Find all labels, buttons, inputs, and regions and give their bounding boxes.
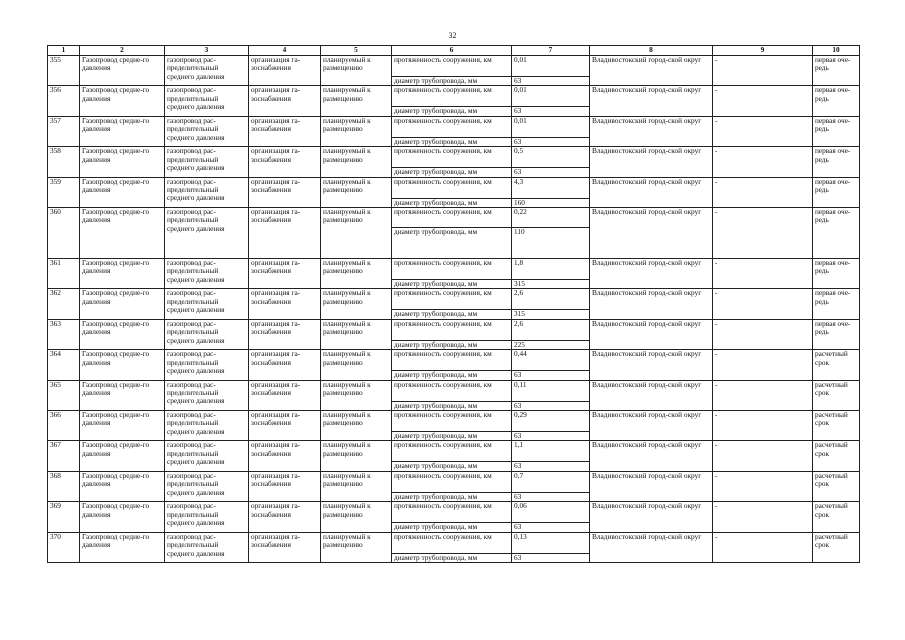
parameter-length-value: 2,6 <box>512 319 590 340</box>
parameter-length-label: протяженность сооружения, км <box>392 471 512 492</box>
object-purpose: организация га-зоснабжения <box>249 147 321 177</box>
object-name: Газопровод средне-го давления <box>80 350 165 380</box>
object-type: газопровод рас-пределительный среднего давления <box>165 289 249 319</box>
parameter-length-value: 0,7 <box>512 471 590 492</box>
object-location: Владивостокский город-ской округ <box>590 56 713 86</box>
object-name: Газопровод средне-го давления <box>80 259 165 289</box>
table-row <box>48 86 860 107</box>
parameter-length-value: 1,8 <box>512 259 590 280</box>
parameter-diameter-value: 63 <box>512 107 590 116</box>
object-status: планируемый к размещению <box>321 350 392 380</box>
object-location: Владивостокский город-ской округ <box>590 380 713 410</box>
header-cell: 3 <box>165 46 249 56</box>
header-cell: 6 <box>392 46 512 56</box>
table-row <box>48 532 860 553</box>
object-type: газопровод рас-пределительный среднего давления <box>165 532 249 562</box>
object-purpose: организация га-зоснабжения <box>249 532 321 562</box>
object-location: Владивостокский город-ской округ <box>590 177 713 207</box>
parameter-diameter-label: диаметр трубопровода, мм <box>392 523 512 532</box>
object-name: Газопровод средне-го давления <box>80 289 165 319</box>
implementation-stage: первая оче-редь <box>813 319 860 349</box>
parameter-diameter-value: 225 <box>512 340 590 349</box>
object-name: Газопровод средне-го давления <box>80 177 165 207</box>
parameter-diameter-label: диаметр трубопровода, мм <box>392 340 512 349</box>
object-status: планируемый к размещению <box>321 532 392 562</box>
parameter-diameter-value: 63 <box>512 492 590 501</box>
parameter-diameter-value: 63 <box>512 371 590 380</box>
parameter-diameter-value: 63 <box>512 523 590 532</box>
table-row <box>48 147 860 168</box>
object-status: планируемый к размещению <box>321 208 392 259</box>
object-name: Газопровод средне-го давления <box>80 502 165 532</box>
implementation-stage: расчетный срок <box>813 350 860 380</box>
parameter-diameter-label: диаметр трубопровода, мм <box>392 401 512 410</box>
protection-zone: - <box>713 208 813 259</box>
implementation-stage: расчетный срок <box>813 471 860 501</box>
parameter-length-label: протяженность сооружения, км <box>392 116 512 137</box>
table-row <box>48 411 860 432</box>
object-purpose: организация га-зоснабжения <box>249 208 321 259</box>
parameter-diameter-label: диаметр трубопровода, мм <box>392 553 512 562</box>
parameter-diameter-value: 110 <box>512 228 590 259</box>
parameter-length-label: протяженность сооружения, км <box>392 411 512 432</box>
parameter-length-value: 0,01 <box>512 56 590 77</box>
implementation-stage: расчетный срок <box>813 502 860 532</box>
parameter-length-value: 0,44 <box>512 350 590 371</box>
objects-table <box>47 45 860 563</box>
object-name: Газопровод средне-го давления <box>80 441 165 471</box>
object-location: Владивостокский город-ской округ <box>590 471 713 501</box>
parameter-length-label: протяженность сооружения, км <box>392 208 512 228</box>
object-name: Газопровод средне-го давления <box>80 86 165 116</box>
row-number: 358 <box>48 147 80 177</box>
parameter-diameter-label: диаметр трубопровода, мм <box>392 432 512 441</box>
table-row <box>48 502 860 523</box>
object-location: Владивостокский город-ской округ <box>590 86 713 116</box>
implementation-stage: расчетный срок <box>813 380 860 410</box>
implementation-stage: первая оче-редь <box>813 116 860 146</box>
object-type: газопровод рас-пределительный среднего давления <box>165 319 249 349</box>
row-number: 357 <box>48 116 80 146</box>
protection-zone: - <box>713 350 813 380</box>
object-purpose: организация га-зоснабжения <box>249 86 321 116</box>
table-row <box>48 471 860 492</box>
table-row <box>48 56 860 77</box>
object-status: планируемый к размещению <box>321 502 392 532</box>
object-purpose: организация га-зоснабжения <box>249 116 321 146</box>
object-purpose: организация га-зоснабжения <box>249 350 321 380</box>
parameter-length-value: 1,1 <box>512 441 590 462</box>
object-type: газопровод рас-пределительный среднего давления <box>165 208 249 259</box>
object-location: Владивостокский город-ской округ <box>590 208 713 259</box>
object-location: Владивостокский город-ской округ <box>590 350 713 380</box>
protection-zone: - <box>713 177 813 207</box>
row-number: 356 <box>48 86 80 116</box>
object-status: планируемый к размещению <box>321 56 392 86</box>
row-number: 368 <box>48 471 80 501</box>
row-number: 362 <box>48 289 80 319</box>
row-number: 361 <box>48 259 80 289</box>
parameter-length-label: протяженность сооружения, км <box>392 259 512 280</box>
implementation-stage: расчетный срок <box>813 441 860 471</box>
row-number: 367 <box>48 441 80 471</box>
parameter-diameter-label: диаметр трубопровода, мм <box>392 168 512 177</box>
parameter-diameter-value: 160 <box>512 198 590 207</box>
object-name: Газопровод средне-го давления <box>80 147 165 177</box>
table-row <box>48 289 860 310</box>
object-name: Газопровод средне-го давления <box>80 411 165 441</box>
object-name: Газопровод средне-го давления <box>80 208 165 259</box>
object-status: планируемый к размещению <box>321 441 392 471</box>
table-row <box>48 177 860 198</box>
implementation-stage: первая оче-редь <box>813 208 860 259</box>
protection-zone: - <box>713 86 813 116</box>
object-status: планируемый к размещению <box>321 411 392 441</box>
object-purpose: организация га-зоснабжения <box>249 441 321 471</box>
object-status: планируемый к размещению <box>321 259 392 289</box>
object-status: планируемый к размещению <box>321 319 392 349</box>
row-number: 366 <box>48 411 80 441</box>
object-location: Владивостокский город-ской округ <box>590 441 713 471</box>
row-number: 369 <box>48 502 80 532</box>
object-purpose: организация га-зоснабжения <box>249 259 321 289</box>
object-name: Газопровод средне-го давления <box>80 116 165 146</box>
parameter-diameter-label: диаметр трубопровода, мм <box>392 492 512 501</box>
parameter-length-label: протяженность сооружения, км <box>392 532 512 553</box>
row-number: 359 <box>48 177 80 207</box>
row-number: 364 <box>48 350 80 380</box>
parameter-diameter-value: 315 <box>512 280 590 289</box>
parameter-length-label: протяженность сооружения, км <box>392 147 512 168</box>
object-purpose: организация га-зоснабжения <box>249 56 321 86</box>
implementation-stage: первая оче-редь <box>813 86 860 116</box>
parameter-diameter-label: диаметр трубопровода, мм <box>392 198 512 207</box>
table-row <box>48 208 860 228</box>
object-type: газопровод рас-пределительный среднего давления <box>165 86 249 116</box>
object-purpose: организация га-зоснабжения <box>249 319 321 349</box>
implementation-stage: первая оче-редь <box>813 177 860 207</box>
table-row <box>48 259 860 280</box>
parameter-diameter-label: диаметр трубопровода, мм <box>392 310 512 319</box>
parameter-diameter-label: диаметр трубопровода, мм <box>392 107 512 116</box>
object-status: планируемый к размещению <box>321 380 392 410</box>
parameter-length-label: протяженность сооружения, км <box>392 441 512 462</box>
parameter-diameter-value: 315 <box>512 310 590 319</box>
object-purpose: организация га-зоснабжения <box>249 177 321 207</box>
header-cell: 1 <box>48 46 80 56</box>
object-location: Владивостокский город-ской округ <box>590 319 713 349</box>
protection-zone: - <box>713 380 813 410</box>
implementation-stage: первая оче-редь <box>813 259 860 289</box>
object-status: планируемый к размещению <box>321 116 392 146</box>
object-purpose: организация га-зоснабжения <box>249 289 321 319</box>
parameter-diameter-value: 63 <box>512 401 590 410</box>
implementation-stage: первая оче-редь <box>813 289 860 319</box>
implementation-stage: расчетный срок <box>813 532 860 562</box>
implementation-stage: первая оче-редь <box>813 56 860 86</box>
object-purpose: организация га-зоснабжения <box>249 471 321 501</box>
object-location: Владивостокский город-ской округ <box>590 289 713 319</box>
table-row <box>48 380 860 401</box>
protection-zone: - <box>713 502 813 532</box>
object-location: Владивостокский город-ской округ <box>590 411 713 441</box>
protection-zone: - <box>713 56 813 86</box>
protection-zone: - <box>713 259 813 289</box>
header-cell: 2 <box>80 46 165 56</box>
parameter-length-value: 0,13 <box>512 532 590 553</box>
protection-zone: - <box>713 319 813 349</box>
object-status: планируемый к размещению <box>321 177 392 207</box>
table-row <box>48 319 860 340</box>
parameter-diameter-label: диаметр трубопровода, мм <box>392 77 512 86</box>
object-type: газопровод рас-пределительный среднего давления <box>165 147 249 177</box>
protection-zone: - <box>713 441 813 471</box>
object-type: газопровод рас-пределительный среднего давления <box>165 259 249 289</box>
object-type: газопровод рас-пределительный среднего давления <box>165 471 249 501</box>
object-name: Газопровод средне-го давления <box>80 319 165 349</box>
object-name: Газопровод средне-го давления <box>80 532 165 562</box>
parameter-length-label: протяженность сооружения, км <box>392 56 512 77</box>
object-name: Газопровод средне-го давления <box>80 471 165 501</box>
object-purpose: организация га-зоснабжения <box>249 502 321 532</box>
object-status: планируемый к размещению <box>321 147 392 177</box>
parameter-length-value: 0,06 <box>512 502 590 523</box>
parameter-length-value: 0,01 <box>512 116 590 137</box>
parameter-diameter-value: 63 <box>512 432 590 441</box>
parameter-diameter-label: диаметр трубопровода, мм <box>392 371 512 380</box>
object-name: Газопровод средне-го давления <box>80 56 165 86</box>
header-row <box>48 46 860 56</box>
protection-zone: - <box>713 411 813 441</box>
parameter-length-value: 0,22 <box>512 208 590 228</box>
parameter-diameter-label: диаметр трубопровода, мм <box>392 228 512 259</box>
parameter-length-label: протяженность сооружения, км <box>392 289 512 310</box>
implementation-stage: первая оче-редь <box>813 147 860 177</box>
parameter-length-label: протяженность сооружения, км <box>392 502 512 523</box>
parameter-length-label: протяженность сооружения, км <box>392 380 512 401</box>
protection-zone: - <box>713 116 813 146</box>
parameter-diameter-label: диаметр трубопровода, мм <box>392 462 512 471</box>
object-type: газопровод рас-пределительный среднего давления <box>165 56 249 86</box>
table-row <box>48 441 860 462</box>
protection-zone: - <box>713 289 813 319</box>
protection-zone: - <box>713 471 813 501</box>
parameter-diameter-value: 63 <box>512 462 590 471</box>
header-cell: 10 <box>813 46 860 56</box>
object-type: газопровод рас-пределительный среднего давления <box>165 116 249 146</box>
object-type: газопровод рас-пределительный среднего давления <box>165 441 249 471</box>
object-status: планируемый к размещению <box>321 86 392 116</box>
parameter-diameter-label: диаметр трубопровода, мм <box>392 280 512 289</box>
parameter-length-value: 0,01 <box>512 86 590 107</box>
parameter-length-value: 4,3 <box>512 177 590 198</box>
object-type: газопровод рас-пределительный среднего давления <box>165 502 249 532</box>
parameter-length-value: 0,11 <box>512 380 590 401</box>
parameter-length-value: 2,6 <box>512 289 590 310</box>
protection-zone: - <box>713 532 813 562</box>
table-row <box>48 116 860 137</box>
parameter-diameter-label: диаметр трубопровода, мм <box>392 137 512 146</box>
parameter-length-label: протяженность сооружения, км <box>392 177 512 198</box>
header-cell: 4 <box>249 46 321 56</box>
object-location: Владивостокский город-ской округ <box>590 502 713 532</box>
row-number: 360 <box>48 208 80 259</box>
object-type: газопровод рас-пределительный среднего давления <box>165 380 249 410</box>
parameter-length-label: протяженность сооружения, км <box>392 86 512 107</box>
row-number: 370 <box>48 532 80 562</box>
object-type: газопровод рас-пределительный среднего давления <box>165 411 249 441</box>
object-location: Владивостокский город-ской округ <box>590 147 713 177</box>
parameter-diameter-value: 63 <box>512 168 590 177</box>
object-purpose: организация га-зоснабжения <box>249 380 321 410</box>
parameter-length-value: 0,5 <box>512 147 590 168</box>
object-location: Владивостокский город-ской округ <box>590 532 713 562</box>
object-name: Газопровод средне-го давления <box>80 380 165 410</box>
object-status: планируемый к размещению <box>321 289 392 319</box>
object-location: Владивостокский город-ской округ <box>590 116 713 146</box>
header-cell: 7 <box>512 46 590 56</box>
table-row <box>48 350 860 371</box>
parameter-length-label: протяженность сооружения, км <box>392 319 512 340</box>
page-number: 32 <box>448 31 457 40</box>
header-cell: 8 <box>590 46 713 56</box>
parameter-diameter-value: 63 <box>512 137 590 146</box>
implementation-stage: расчетный срок <box>813 411 860 441</box>
parameter-length-value: 0,29 <box>512 411 590 432</box>
header-cell: 9 <box>713 46 813 56</box>
row-number: 365 <box>48 380 80 410</box>
parameter-diameter-value: 63 <box>512 553 590 562</box>
parameter-diameter-value: 63 <box>512 77 590 86</box>
protection-zone: - <box>713 147 813 177</box>
row-number: 363 <box>48 319 80 349</box>
object-type: газопровод рас-пределительный среднего давления <box>165 350 249 380</box>
header-cell: 5 <box>321 46 392 56</box>
row-number: 355 <box>48 56 80 86</box>
parameter-length-label: протяженность сооружения, км <box>392 350 512 371</box>
object-type: газопровод рас-пределительный среднего давления <box>165 177 249 207</box>
object-status: планируемый к размещению <box>321 471 392 501</box>
object-location: Владивостокский город-ской округ <box>590 259 713 289</box>
object-purpose: организация га-зоснабжения <box>249 411 321 441</box>
